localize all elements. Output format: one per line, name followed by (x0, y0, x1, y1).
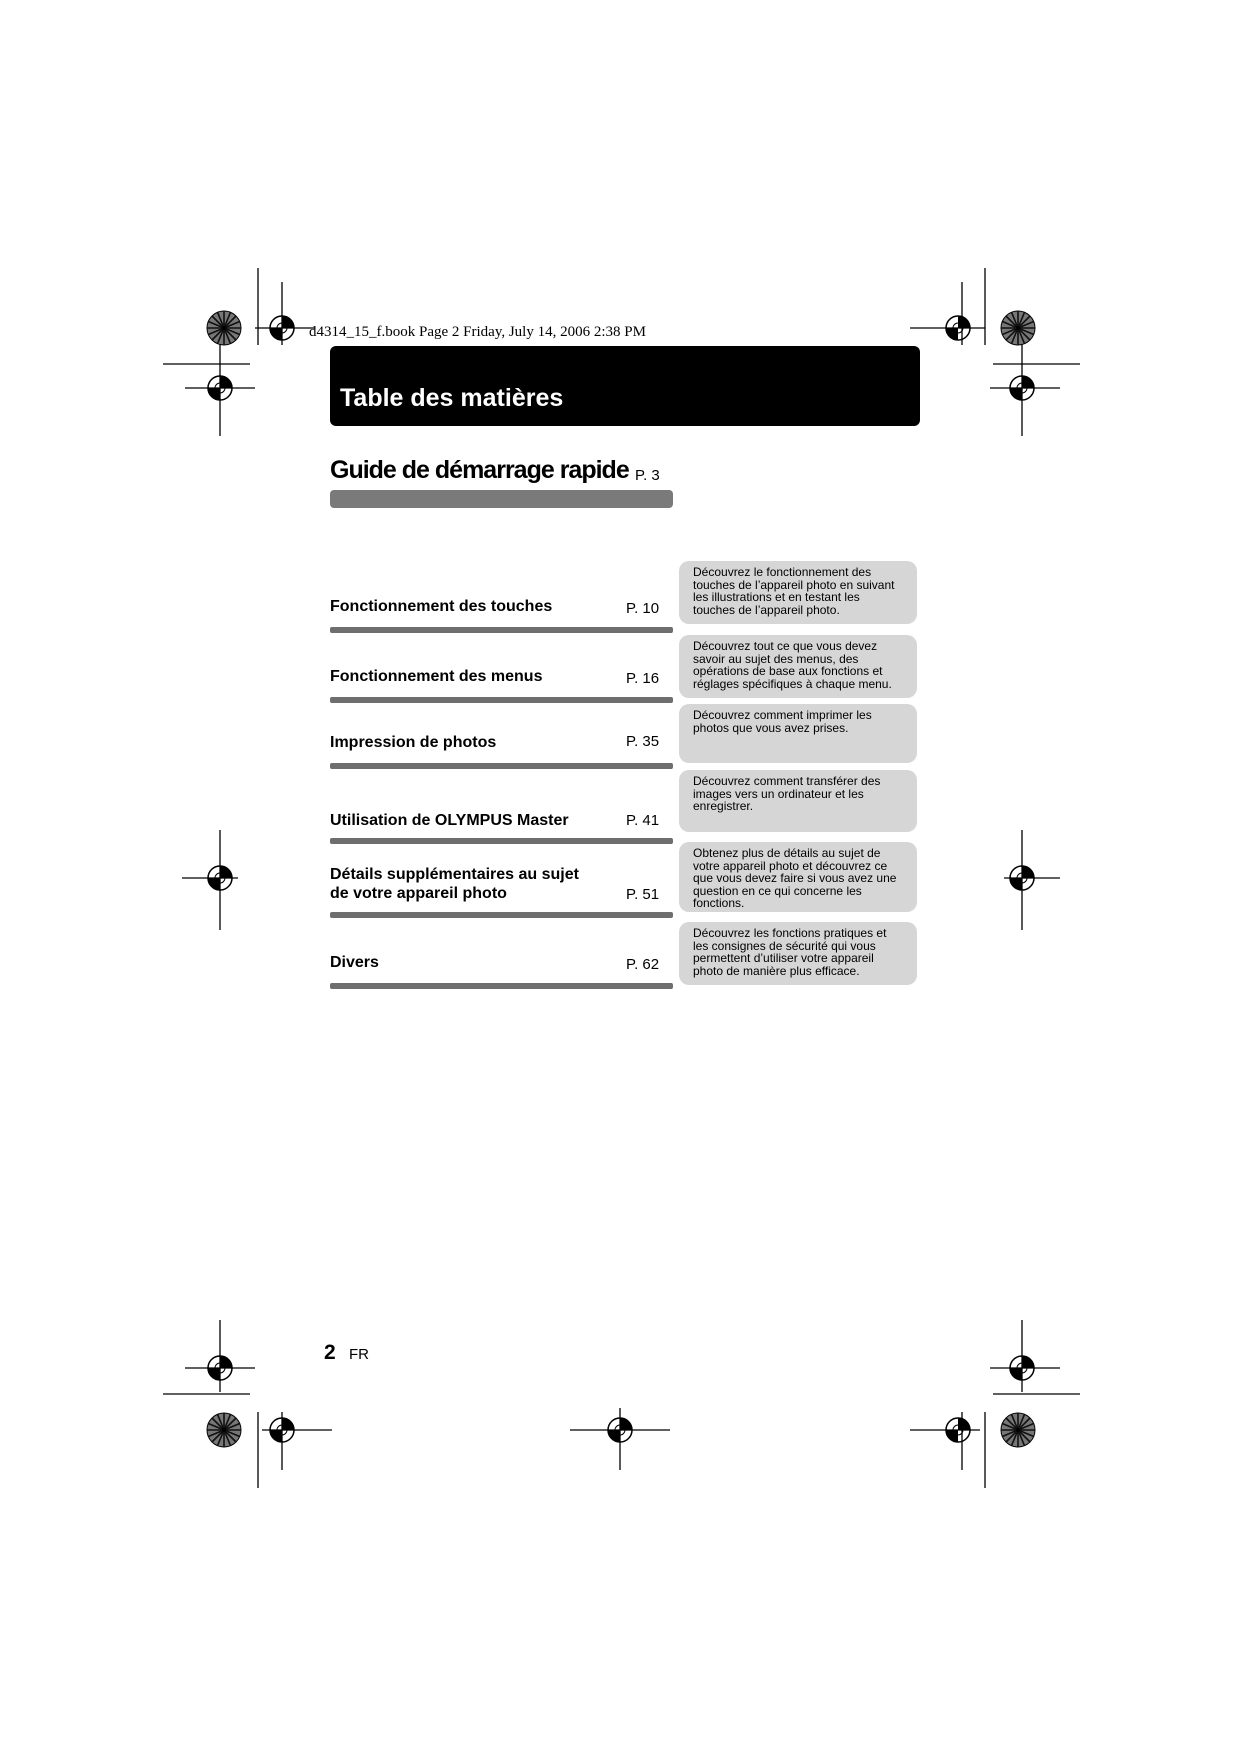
toc-entry-bar (330, 627, 673, 633)
toc-entry-page[interactable]: P. 10 (626, 600, 660, 617)
toc-entry-page[interactable]: P. 62 (626, 956, 660, 973)
toc-entry-description: Découvrez le fonctionnement des touches de l’appareil photo en suivant les illustrations et en testant les touches de l’appareil photo. (679, 561, 917, 624)
toc-entry-title[interactable]: Fonctionnement des menus (330, 668, 543, 685)
toc-entry-page[interactable]: P. 41 (626, 812, 660, 829)
toc-entry-title[interactable]: Fonctionnement des touches (330, 598, 553, 615)
toc-entry-bar (330, 697, 673, 703)
toc-entry-page[interactable]: P. 51 (626, 886, 660, 903)
toc-entry-page[interactable]: P. 35 (626, 733, 660, 750)
toc-entry-bar (330, 838, 673, 844)
page-number: 2 (324, 1341, 336, 1364)
quick-start-bar (330, 490, 673, 508)
toc-entry-title[interactable]: Impression de photos (330, 734, 497, 751)
toc-entry-description: Découvrez comment transférer des images vers un ordinateur et les enregistrer. (679, 770, 917, 832)
toc-entry-title[interactable]: Détails supplémentaires au sujet (330, 866, 579, 883)
toc-entry-description: Obtenez plus de détails au sujet de votre appareil photo et découvrez ce que vous devez faire si vous avez une question en ce qui concerne les fonctions. (679, 842, 917, 912)
toc-entry-description: Découvrez les fonctions pratiques et les consignes de sécurité qui vous permettent d’utiliser votre appareil photo de manière plus efficace. (679, 922, 917, 985)
title-banner (330, 346, 920, 426)
toc-entry-bar (330, 983, 673, 989)
quick-start-title[interactable]: Guide de démarrage rapide (330, 456, 629, 484)
toc-entry-title[interactable]: Divers (330, 954, 379, 971)
toc-entry-bar (330, 912, 673, 918)
toc-entry-description: Découvrez tout ce que vous devez savoir au sujet des menus, des opérations de base aux fonctions et réglages spécifiques à chaque menu. (679, 635, 917, 698)
language-code: FR (349, 1346, 369, 1363)
toc-entry-title[interactable]: Utilisation de OLYMPUS Master (330, 812, 569, 829)
toc-entry-page[interactable]: P. 16 (626, 670, 660, 687)
page-title: Table des matières (340, 384, 564, 412)
file-slug: d4314_15_f.book Page 2 Friday, July 14, 2006 2:38 PM (309, 324, 646, 340)
quick-start-page[interactable]: P. 3 (635, 467, 660, 484)
toc-entry-title-line2[interactable]: de votre appareil photo (330, 885, 507, 902)
toc-entry-bar (330, 763, 673, 769)
toc-entry-description: Découvrez comment imprimer les photos que vous avez prises. (679, 704, 917, 763)
